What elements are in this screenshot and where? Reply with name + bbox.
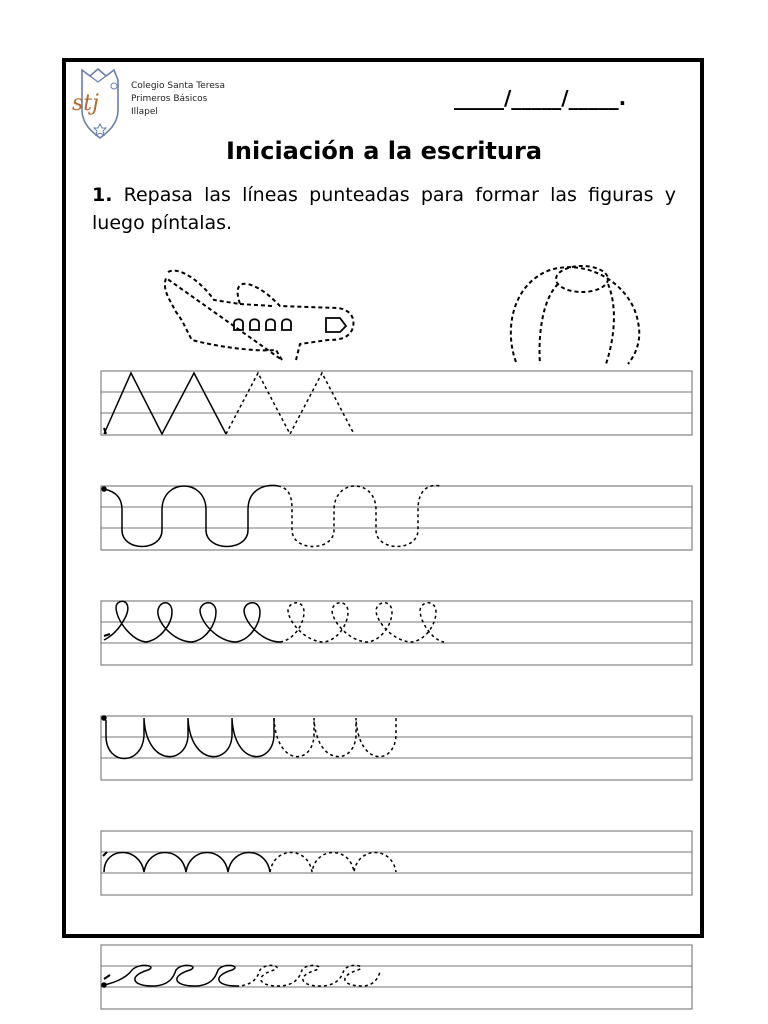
exercise-c-curves [102, 965, 380, 987]
school-city: Illapel [131, 107, 158, 117]
instruction-body: Repasa las líneas punteadas para formar las figuras y luego píntalas. [92, 184, 676, 234]
instruction-number: 1. [92, 184, 113, 206]
date-field[interactable]: _____/_____/_____. [454, 86, 627, 110]
exercise-zigzag [104, 373, 354, 434]
airplane-icon [165, 271, 354, 360]
exercise-scallops [103, 852, 396, 872]
page-title: Iniciación a la escritura [225, 137, 543, 165]
svg-text:stj: stj [72, 91, 99, 116]
airplane-windows [234, 318, 346, 332]
writing-guides [101, 371, 692, 1009]
ball-icon [511, 266, 639, 364]
school-name: Colegio Santa Teresa [131, 81, 225, 91]
school-course: Primeros Básicos [131, 94, 208, 104]
exercise-arches [102, 485, 440, 546]
